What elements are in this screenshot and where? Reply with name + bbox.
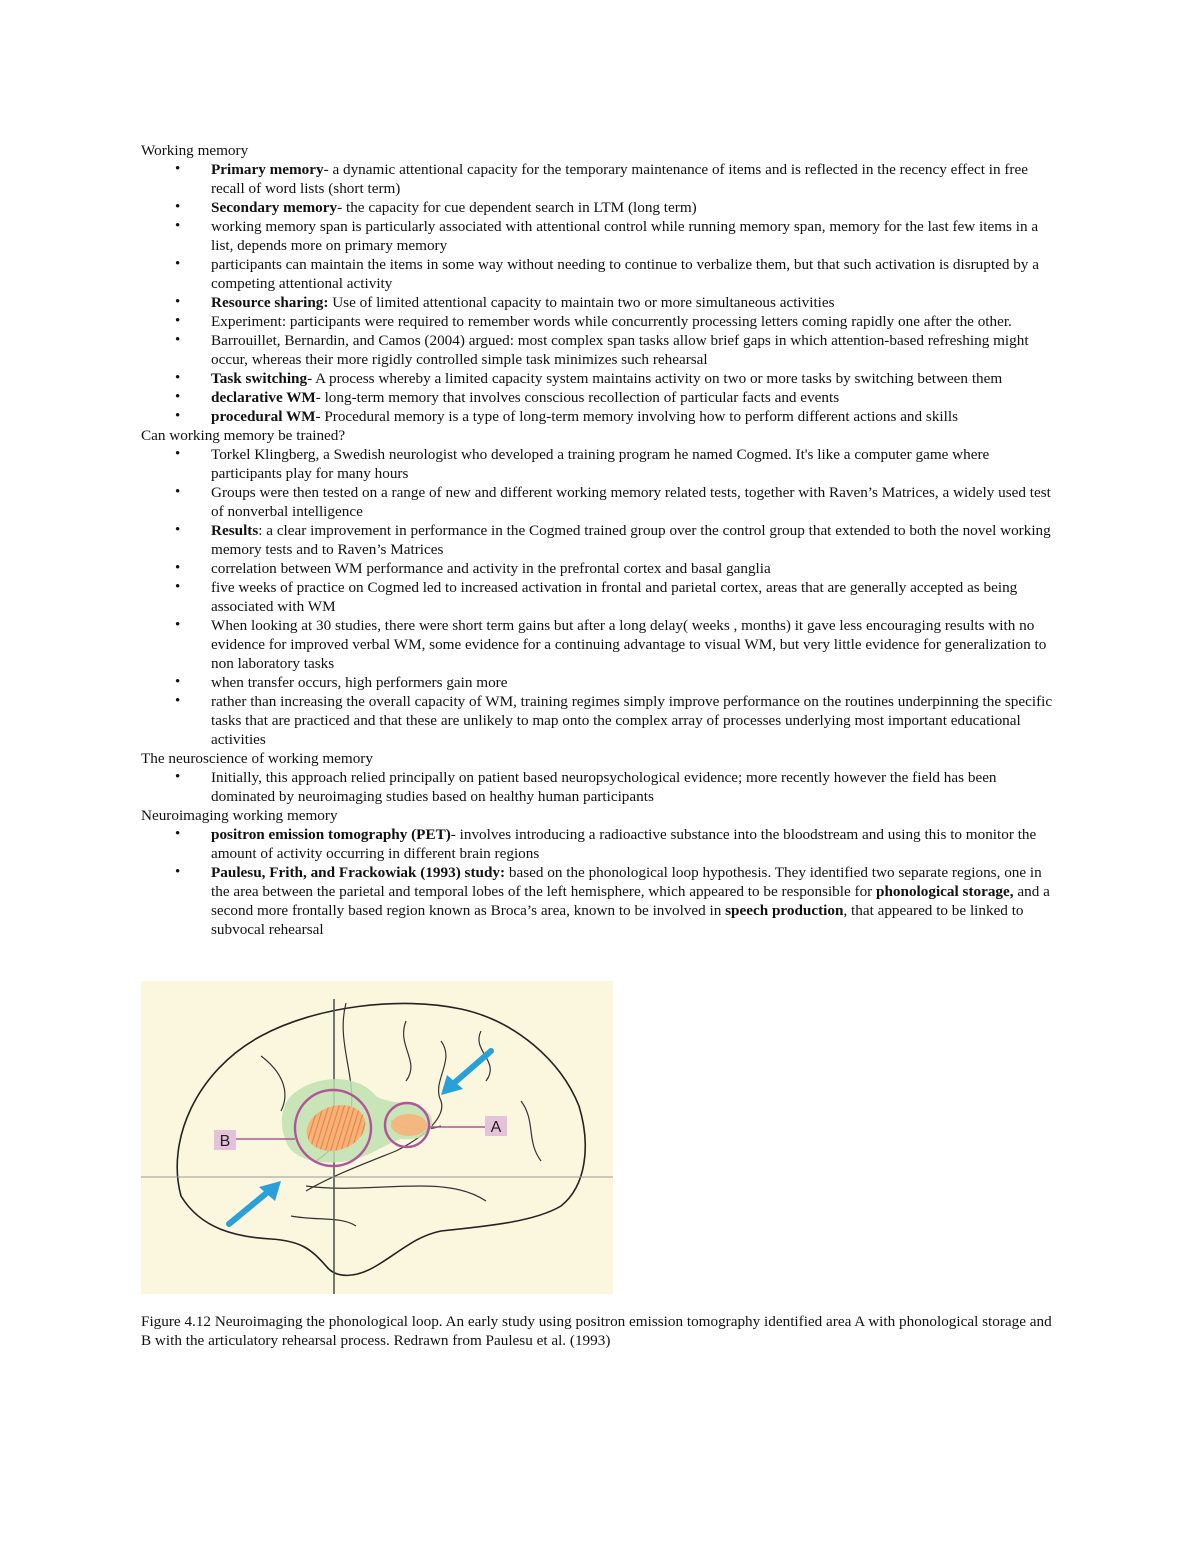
sulcus-line <box>404 1021 411 1081</box>
list-item: • Barrouillet, Bernardin, and Camos (2004) argued: most complex span tasks allow brief gaps in which attention-based refreshing might occur, whereas their more rigidly controlled simple task minimizes such rehearsal <box>141 331 1061 369</box>
sulcus-line <box>306 1186 486 1201</box>
list-item: • When looking at 30 studies, there were short term gains but after a long delay( weeks , months) it gave less encouraging results with no evidence for improved verbal WM, some evidence for a continuing advantage to visual WM, but very little evidence for generalization to non laboratory tasks <box>141 616 1061 673</box>
section-heading-training: Can working memory be trained? <box>141 427 346 444</box>
list-item: • declarative WM- long-term memory that involves conscious recollection of particular facts and events <box>141 388 1061 407</box>
list-item: • Task switching- A process whereby a limited capacity system maintains activity on two or more tasks by switching between them <box>141 369 1061 388</box>
list-item: • working memory span is particularly associated with attentional control while running memory span, memory for the last few items in a list, depends more on primary memory <box>141 217 1061 255</box>
section-heading-neuroscience: The neuroscience of working memory <box>141 750 373 767</box>
list-item: • five weeks of practice on Cogmed led to increased activation in frontal and parietal cortex, areas that are generally accepted as being associated with WM <box>141 578 1061 616</box>
list-item: • procedural WM- Procedural memory is a type of long-term memory involving how to perform different actions and skills <box>141 407 1061 426</box>
bullet-list-neuroimaging <box>141 825 1061 939</box>
notes-body <box>141 141 1061 939</box>
list-item: • Groups were then tested on a range of new and different working memory related tests, together with Raven’s Matrices, a widely used test of nonverbal intelligence <box>141 483 1061 521</box>
list-item: • positron emission tomography (PET)- involves introducing a radioactive substance into the bloodstream and using this to monitor the amount of activity occurring in different brain regions <box>141 825 1061 863</box>
list-item: • Primary memory- a dynamic attentional capacity for the temporary maintenance of items and is reflected in the recency effect in free recall of word lists (short term) <box>141 160 1061 198</box>
brain-figure <box>141 981 613 1294</box>
bullet-list-working-memory <box>141 160 1061 426</box>
list-item: • Initially, this approach relied principally on patient based neuropsychological evidence; more recently however the field has been dominated by neuroimaging studies based on healthy human participants <box>141 768 1061 806</box>
bullet-list-neuroscience <box>141 768 1061 806</box>
list-item: • Torkel Klingberg, a Swedish neurologist who developed a training program he named Cogmed. It's like a computer game where participants play for many hours <box>141 445 1061 483</box>
arrow-icon <box>441 1051 491 1095</box>
figure-caption: Figure 4.12 Neuroimaging the phonological loop. An early study using positron emission tomography identified area A with phonological storage and B with the articulatory rehearsal process. Redrawn from Paulesu et al. (1993) <box>141 1313 1052 1350</box>
sulcus-line <box>261 1056 285 1111</box>
sulcus-line <box>291 1216 356 1226</box>
list-item: • Experiment: participants were required to remember words while concurrently processing letters coming rapidly one after the other. <box>141 312 1061 331</box>
bullet-list-training <box>141 445 1061 749</box>
list-item: • correlation between WM performance and activity in the prefrontal cortex and basal ganglia <box>141 559 1061 578</box>
list-item: • Results: a clear improvement in performance in the Cogmed trained group over the control group that extended to both the novel working memory tests and to Raven’s Matrices <box>141 521 1061 559</box>
list-item: • when transfer occurs, high performers gain more <box>141 673 1061 692</box>
label-b: B <box>219 1133 231 1150</box>
list-item: • Resource sharing: Use of limited attentional capacity to maintain two or more simultaneous activities <box>141 293 1061 312</box>
section-heading-working-memory: Working memory <box>141 142 249 159</box>
list-item: • rather than increasing the overall capacity of WM, training regimes simply improve performance on the routines underpinning the specific tasks that are practiced and that these are unlikely to map onto the complex array of processes underlying most important educational activities <box>141 692 1061 749</box>
activation-area-a <box>391 1114 427 1136</box>
brain-diagram <box>141 981 613 1294</box>
list-item: • Secondary memory- the capacity for cue dependent search in LTM (long term) <box>141 198 1061 217</box>
list-item: • participants can maintain the items in some way without needing to continue to verbalize them, but that such activation is disrupted by a competing attentional activity <box>141 255 1061 293</box>
section-heading-neuroimaging: Neuroimaging working memory <box>141 807 338 824</box>
label-a: A <box>490 1119 502 1136</box>
sulcus-line <box>521 1101 541 1161</box>
arrow-icon <box>229 1181 281 1224</box>
list-item: • Paulesu, Frith, and Frackowiak (1993) study: based on the phonological loop hypothesis. They identified two separate regions, one in the area between the parietal and temporal lobes of the left hemisphere, which appeared to be responsible for phonological storage, and a second more frontally based region known as Broca’s area, known to be involved in speech production, that appeared to be linked to subvocal rehearsal <box>141 863 1061 939</box>
